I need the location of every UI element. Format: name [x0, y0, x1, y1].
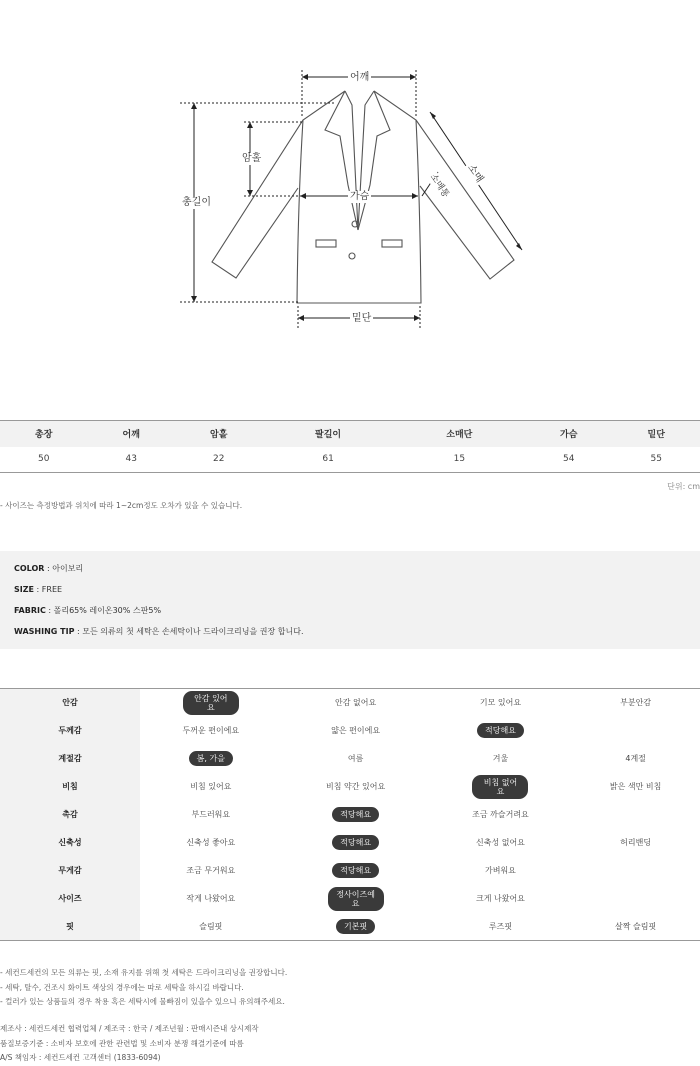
- property-option: [571, 913, 700, 941]
- property-row: [0, 717, 700, 745]
- property-label: 안감: [0, 689, 140, 717]
- property-option: [571, 745, 700, 773]
- property-option: [571, 689, 700, 717]
- sleeve-label: 소매: [463, 161, 486, 187]
- property-option: [140, 689, 282, 717]
- fabric-value: : 폴리65% 레이온30% 스판5%: [45, 606, 162, 615]
- color-value: : 아이보리: [44, 564, 84, 573]
- header-shoulder: 어깨: [87, 421, 174, 447]
- unit-label: 단위: cm: [667, 482, 700, 491]
- property-label: 계절감: [0, 745, 140, 773]
- size-key: SIZE: [14, 585, 35, 594]
- value-hem: 55: [612, 447, 700, 473]
- fabric-key: FABRIC: [14, 606, 46, 615]
- property-row: [0, 829, 700, 857]
- option-text: 가벼워요: [485, 866, 516, 875]
- property-option: [571, 885, 700, 913]
- property-option: [571, 857, 700, 885]
- property-option: [282, 913, 430, 941]
- option-text: 겨울: [492, 754, 509, 763]
- property-label: 핏: [0, 913, 140, 941]
- property-row: [0, 689, 700, 717]
- washing-key: WASHING TIP: [14, 627, 75, 636]
- property-option: [430, 773, 572, 801]
- product-properties-table: [0, 688, 700, 941]
- selected-option-badge: 적당해요: [332, 835, 379, 850]
- option-text: 신축성 좋아요: [186, 838, 236, 847]
- care-note: - 컬러가 있는 상품들의 경우 착용 혹은 세탁시에 물빠짐이 있을수 있으니 유의해주세요.: [0, 997, 285, 1006]
- color-key: COLOR: [14, 564, 45, 573]
- property-option: [140, 745, 282, 773]
- care-note: - 세탁, 탈수, 건조시 화이트 색상의 경우에는 따로 세탁을 하시길 바랍니다.: [0, 982, 244, 992]
- info-size: [14, 584, 686, 605]
- cuff-label: 소매통: [426, 170, 453, 202]
- property-option: [140, 885, 282, 913]
- header-armhole: 암홀: [175, 421, 262, 447]
- property-label: 사이즈: [0, 885, 140, 913]
- property-option: [282, 857, 430, 885]
- property-option: [282, 689, 430, 717]
- property-option: [571, 801, 700, 829]
- property-option: [430, 745, 572, 773]
- property-row: [0, 745, 700, 773]
- chest-label: 가슴: [350, 191, 370, 202]
- size-note: - 사이즈는 측정방법과 위치에 따라 1~2cm정도 오차가 있을 수 있습니다.: [0, 501, 243, 510]
- care-note: - 세컨드세컨의 모든 의류는 핏, 소재 유지를 위해 첫 세탁은 드라이크리닝을 권장합니다.: [0, 968, 288, 977]
- property-option: [571, 829, 700, 857]
- size-diagram: [0, 0, 700, 400]
- selected-option-badge: 적당해요: [477, 723, 524, 738]
- property-row: [0, 885, 700, 913]
- option-text: 크게 나왔어요: [476, 894, 525, 903]
- option-text: 부분안감: [620, 698, 652, 708]
- size-table-row: [0, 447, 700, 473]
- property-label: 촉감: [0, 801, 140, 829]
- option-text: 여름: [347, 754, 364, 763]
- option-text: 슬림핏: [199, 921, 223, 931]
- selected-option-badge: 적당해요: [332, 807, 379, 822]
- option-text: 허리밴딩: [620, 838, 652, 847]
- option-text: 안감 없어요: [335, 698, 377, 708]
- property-option: [430, 857, 572, 885]
- product-info-box: [0, 551, 700, 649]
- property-label: 비침: [0, 773, 140, 801]
- property-row: [0, 801, 700, 829]
- property-row: [0, 773, 700, 801]
- option-text: 신축성 없어요: [476, 838, 525, 847]
- property-option: [430, 717, 572, 745]
- property-option: [571, 717, 700, 745]
- option-text: 조금 까슬거려요: [472, 810, 529, 819]
- property-option: [282, 773, 430, 801]
- property-option: [140, 829, 282, 857]
- info-color: [14, 563, 686, 584]
- property-option: [282, 717, 430, 745]
- hem-label: 밑단: [352, 313, 372, 324]
- company-notes: [0, 1022, 259, 1066]
- option-text: 살짝 슬림핏: [615, 921, 657, 931]
- header-hem: 밑단: [612, 421, 700, 447]
- as-contact-note: A/S 책임자 : 세컨드세컨 고객센터 (1833-6094): [0, 1053, 161, 1062]
- header-cuff: 소매단: [394, 421, 525, 447]
- property-label: 두께감: [0, 717, 140, 745]
- property-option: [430, 801, 572, 829]
- selected-option-badge: 적당해요: [332, 863, 379, 878]
- info-washing: [14, 626, 686, 647]
- value-shoulder: 43: [87, 447, 174, 473]
- care-notes: [0, 966, 287, 1010]
- size-table: [0, 420, 700, 473]
- selected-option-badge: 봄, 가을: [189, 751, 233, 766]
- option-text: 조금 무거워요: [186, 866, 236, 875]
- property-row: [0, 913, 700, 941]
- option-text: 비침 있어요: [190, 782, 232, 791]
- manufacturer-note: 제조사 : 세컨드세컨 협력업체 / 제조국 : 한국 / 제조년월 : 판매시즌내 상시제작: [0, 1024, 259, 1033]
- option-text: 두꺼운 편이에요: [182, 726, 240, 735]
- property-option: [430, 885, 572, 913]
- option-text: 작게 나왔어요: [186, 894, 236, 903]
- option-text: 기모 있어요: [479, 698, 522, 708]
- selected-option-badge: 비침 없어요: [472, 775, 528, 799]
- property-option: [430, 829, 572, 857]
- value-total-length: 50: [0, 447, 87, 473]
- info-fabric: [14, 605, 686, 626]
- property-option: [430, 689, 572, 717]
- header-chest: 가슴: [525, 421, 612, 447]
- property-option: [282, 829, 430, 857]
- property-option: [282, 885, 430, 913]
- size-table-header: [0, 421, 700, 447]
- option-text: 밝은 색만 비침: [609, 782, 662, 791]
- warranty-note: 품질보증기준 : 소비자 보호에 관한 관련법 및 소비자 분쟁 해결기준에 따름: [0, 1038, 244, 1048]
- property-option: [140, 913, 282, 941]
- size-value: : FREE: [34, 585, 63, 594]
- property-option: [140, 717, 282, 745]
- option-text: 얇은 편이에요: [331, 726, 381, 735]
- property-option: [571, 773, 700, 801]
- property-option: [140, 857, 282, 885]
- header-total-length: 총장: [0, 421, 87, 447]
- value-arm-length: 61: [262, 447, 393, 473]
- property-label: 무게감: [0, 857, 140, 885]
- washing-value: : 모든 의류의 첫 세탁은 손세탁이나 드라이크리닝을 권장 합니다.: [74, 627, 304, 636]
- shoulder-label: 어깨: [350, 72, 370, 83]
- selected-option-badge: 안감 있어요: [183, 691, 239, 715]
- armhole-label: 암홀: [242, 153, 262, 164]
- property-option: [430, 913, 572, 941]
- option-text: 비침 약간 있어요: [326, 782, 386, 791]
- property-row: [0, 857, 700, 885]
- property-option: [282, 801, 430, 829]
- selected-option-badge: 정사이즈예요: [328, 887, 384, 911]
- property-option: [140, 773, 282, 801]
- property-label: 신축성: [0, 829, 140, 857]
- header-arm-length: 팔길이: [262, 421, 393, 447]
- option-text: 4계절: [625, 754, 646, 763]
- value-chest: 54: [525, 447, 612, 473]
- value-armhole: 22: [175, 447, 262, 473]
- property-option: [282, 745, 430, 773]
- option-text: 부드러워요: [191, 810, 231, 819]
- selected-option-badge: 기본핏: [336, 919, 375, 934]
- value-cuff: 15: [394, 447, 525, 473]
- option-text: 루즈핏: [488, 921, 513, 931]
- total-length-label: 총길이: [182, 197, 211, 208]
- property-option: [140, 801, 282, 829]
